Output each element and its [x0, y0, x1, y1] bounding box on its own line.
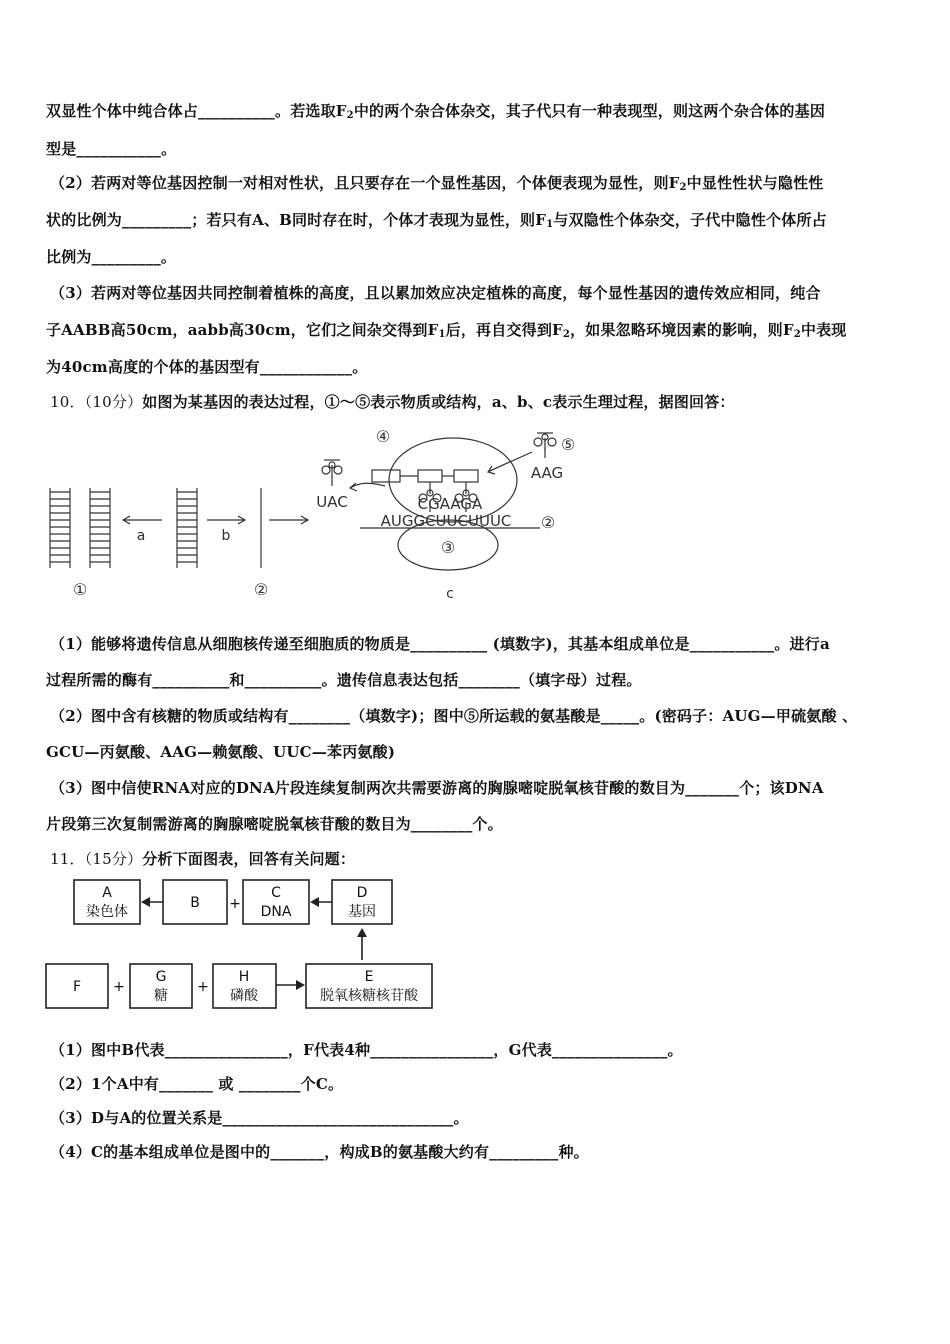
q10-p1-line-2: 过程所需的酶有__________和__________。遗传信息表达包括________（填字母）过程。: [46, 671, 642, 689]
label-5: ⑤: [560, 435, 576, 454]
q9-p2-line-1: （2）若两对等位基因控制一对相对性状，且只要存在一个显性基因，个体便表现为显性，则$F_2$中显性性状与隐性性: [50, 174, 824, 193]
codon-uac: UAC: [316, 493, 348, 511]
q10-p1-line-1: （1）能够将遗传信息从细胞核传递至细胞质的物质是__________ (填数字)，其基本组成单位是___________。进行a: [50, 635, 830, 653]
box-e-letter: E: [364, 969, 374, 985]
dna-template-strand: [177, 488, 197, 568]
box-g-letter: G: [155, 969, 167, 985]
label-4: ④: [375, 427, 391, 446]
arrow-e-to-d: [357, 928, 367, 937]
codon-aag: AAG: [530, 464, 564, 482]
q9-p3-line-3: 为40cm高度的个体的基因型有____________。: [46, 358, 368, 376]
box-d-letter: D: [356, 885, 368, 901]
q9-p2-line-3: 比例为_________。: [46, 248, 177, 266]
arrow-a: [123, 516, 162, 524]
q10-p2-line-2: GCU—丙氨酸、AAG—赖氨酸、UUC—苯丙氨酸): [46, 743, 396, 761]
trna-leaving: [322, 460, 342, 486]
box-c-label: DNA: [260, 904, 292, 920]
label-1: ①: [72, 580, 88, 599]
q9-p2-line-2: 状的比例为_________；若只有A、B同时存在时，个体才表现为显性，则$F_1$与双隐性个体杂交，子代中隐性个体所占: [46, 211, 827, 230]
q9-p3-line-2: 子AABB高50cm，aabb高30cm，它们之间杂交得到$F_1$后，再自交得到$F_2$，如果忽略环境因素的影响，则$F_2$中表现: [46, 321, 847, 340]
q10-p3-line-2: 片段第三次复制需游离的胸腺嘧啶脱氧核苷酸的数目为________个。: [46, 815, 503, 833]
dna-double-helix: [50, 488, 110, 568]
q9-line-1: 双显性个体中纯合体占__________。若选取$F_2$中的两个杂合体杂交，其子代只有一种表现型，则这两个杂合体的基因: [46, 102, 826, 121]
q11-heading: 11．（15分）分析下面图表，回答有关问题：: [50, 850, 356, 868]
label-3: ③: [440, 538, 456, 557]
box-h-label: 磷酸: [230, 988, 258, 1004]
q10-p2-line-1: （2）图中含有核糖的物质或结构有________（填数字)；图中⑤所运载的氨基酸是_____。(密码子：AUG—甲硫氨酸 、: [50, 707, 858, 725]
plus-1: +: [229, 896, 241, 912]
label-b: b: [221, 528, 231, 544]
plus-3: +: [197, 979, 209, 995]
label-2: ②: [253, 580, 269, 599]
q10-heading: 10．（10分）如图为某基因的表达过程，①～⑤表示物质或结构，a、b、c表示生理过程，据图回答：: [50, 393, 735, 411]
box-a-label: 染色体: [86, 904, 128, 920]
label-c: c: [446, 586, 454, 602]
box-e-label: 脱氧核糖核苷酸: [320, 988, 418, 1004]
plus-2: +: [113, 979, 125, 995]
arrow-b: [207, 516, 245, 524]
q10-p3-line-1: （3）图中信使RNA对应的DNA片段连续复制两次共需要游离的胸腺嘧啶脱氧核苷酸的数目为_______个；该DNA: [50, 779, 824, 797]
box-g-label: 糖: [154, 988, 168, 1004]
trna-entering: [534, 433, 556, 458]
q11-p3: （3）D与A的位置关系是______________________________。: [50, 1109, 469, 1127]
arrow-to-translation: [269, 516, 308, 524]
arrow-b-to-a: [141, 897, 150, 907]
q11-p2: （2）1个A中有_______ 或 ________个C。: [50, 1075, 344, 1093]
arrow-h-to-e: [296, 980, 305, 990]
box-a-letter: A: [102, 885, 112, 901]
label-a: a: [136, 528, 146, 544]
label-2-mrna: ②: [540, 513, 556, 532]
anticodons: CGAAGA: [417, 495, 483, 513]
arrow-d-to-c: [310, 897, 319, 907]
gene-expression-figure: [40, 420, 600, 605]
q9-line-2: 型是___________。: [46, 140, 177, 158]
q11-p4: （4）C的基本组成单位是图中的_______，构成B的氨基酸大约有_________种。: [50, 1143, 589, 1161]
q9-p3-line-1: （3）若两对等位基因共同控制着植株的高度，且以累加效应决定植株的高度，每个显性基因的遗传效应相同，纯合: [50, 284, 821, 302]
box-h-letter: H: [238, 969, 250, 985]
box-b-letter: B: [190, 895, 200, 911]
concept-map-figure: [40, 876, 440, 1016]
polypeptide-chain: [372, 470, 400, 482]
box-c-letter: C: [271, 885, 281, 901]
q11-p1: （1）图中B代表________________，F代表4种________________，G代表_______________。: [50, 1041, 683, 1059]
box-d-label: 基因: [348, 904, 376, 920]
mrna-sequence: AUGGCUUCUUUC: [380, 512, 512, 530]
box-f-letter: F: [72, 979, 82, 995]
